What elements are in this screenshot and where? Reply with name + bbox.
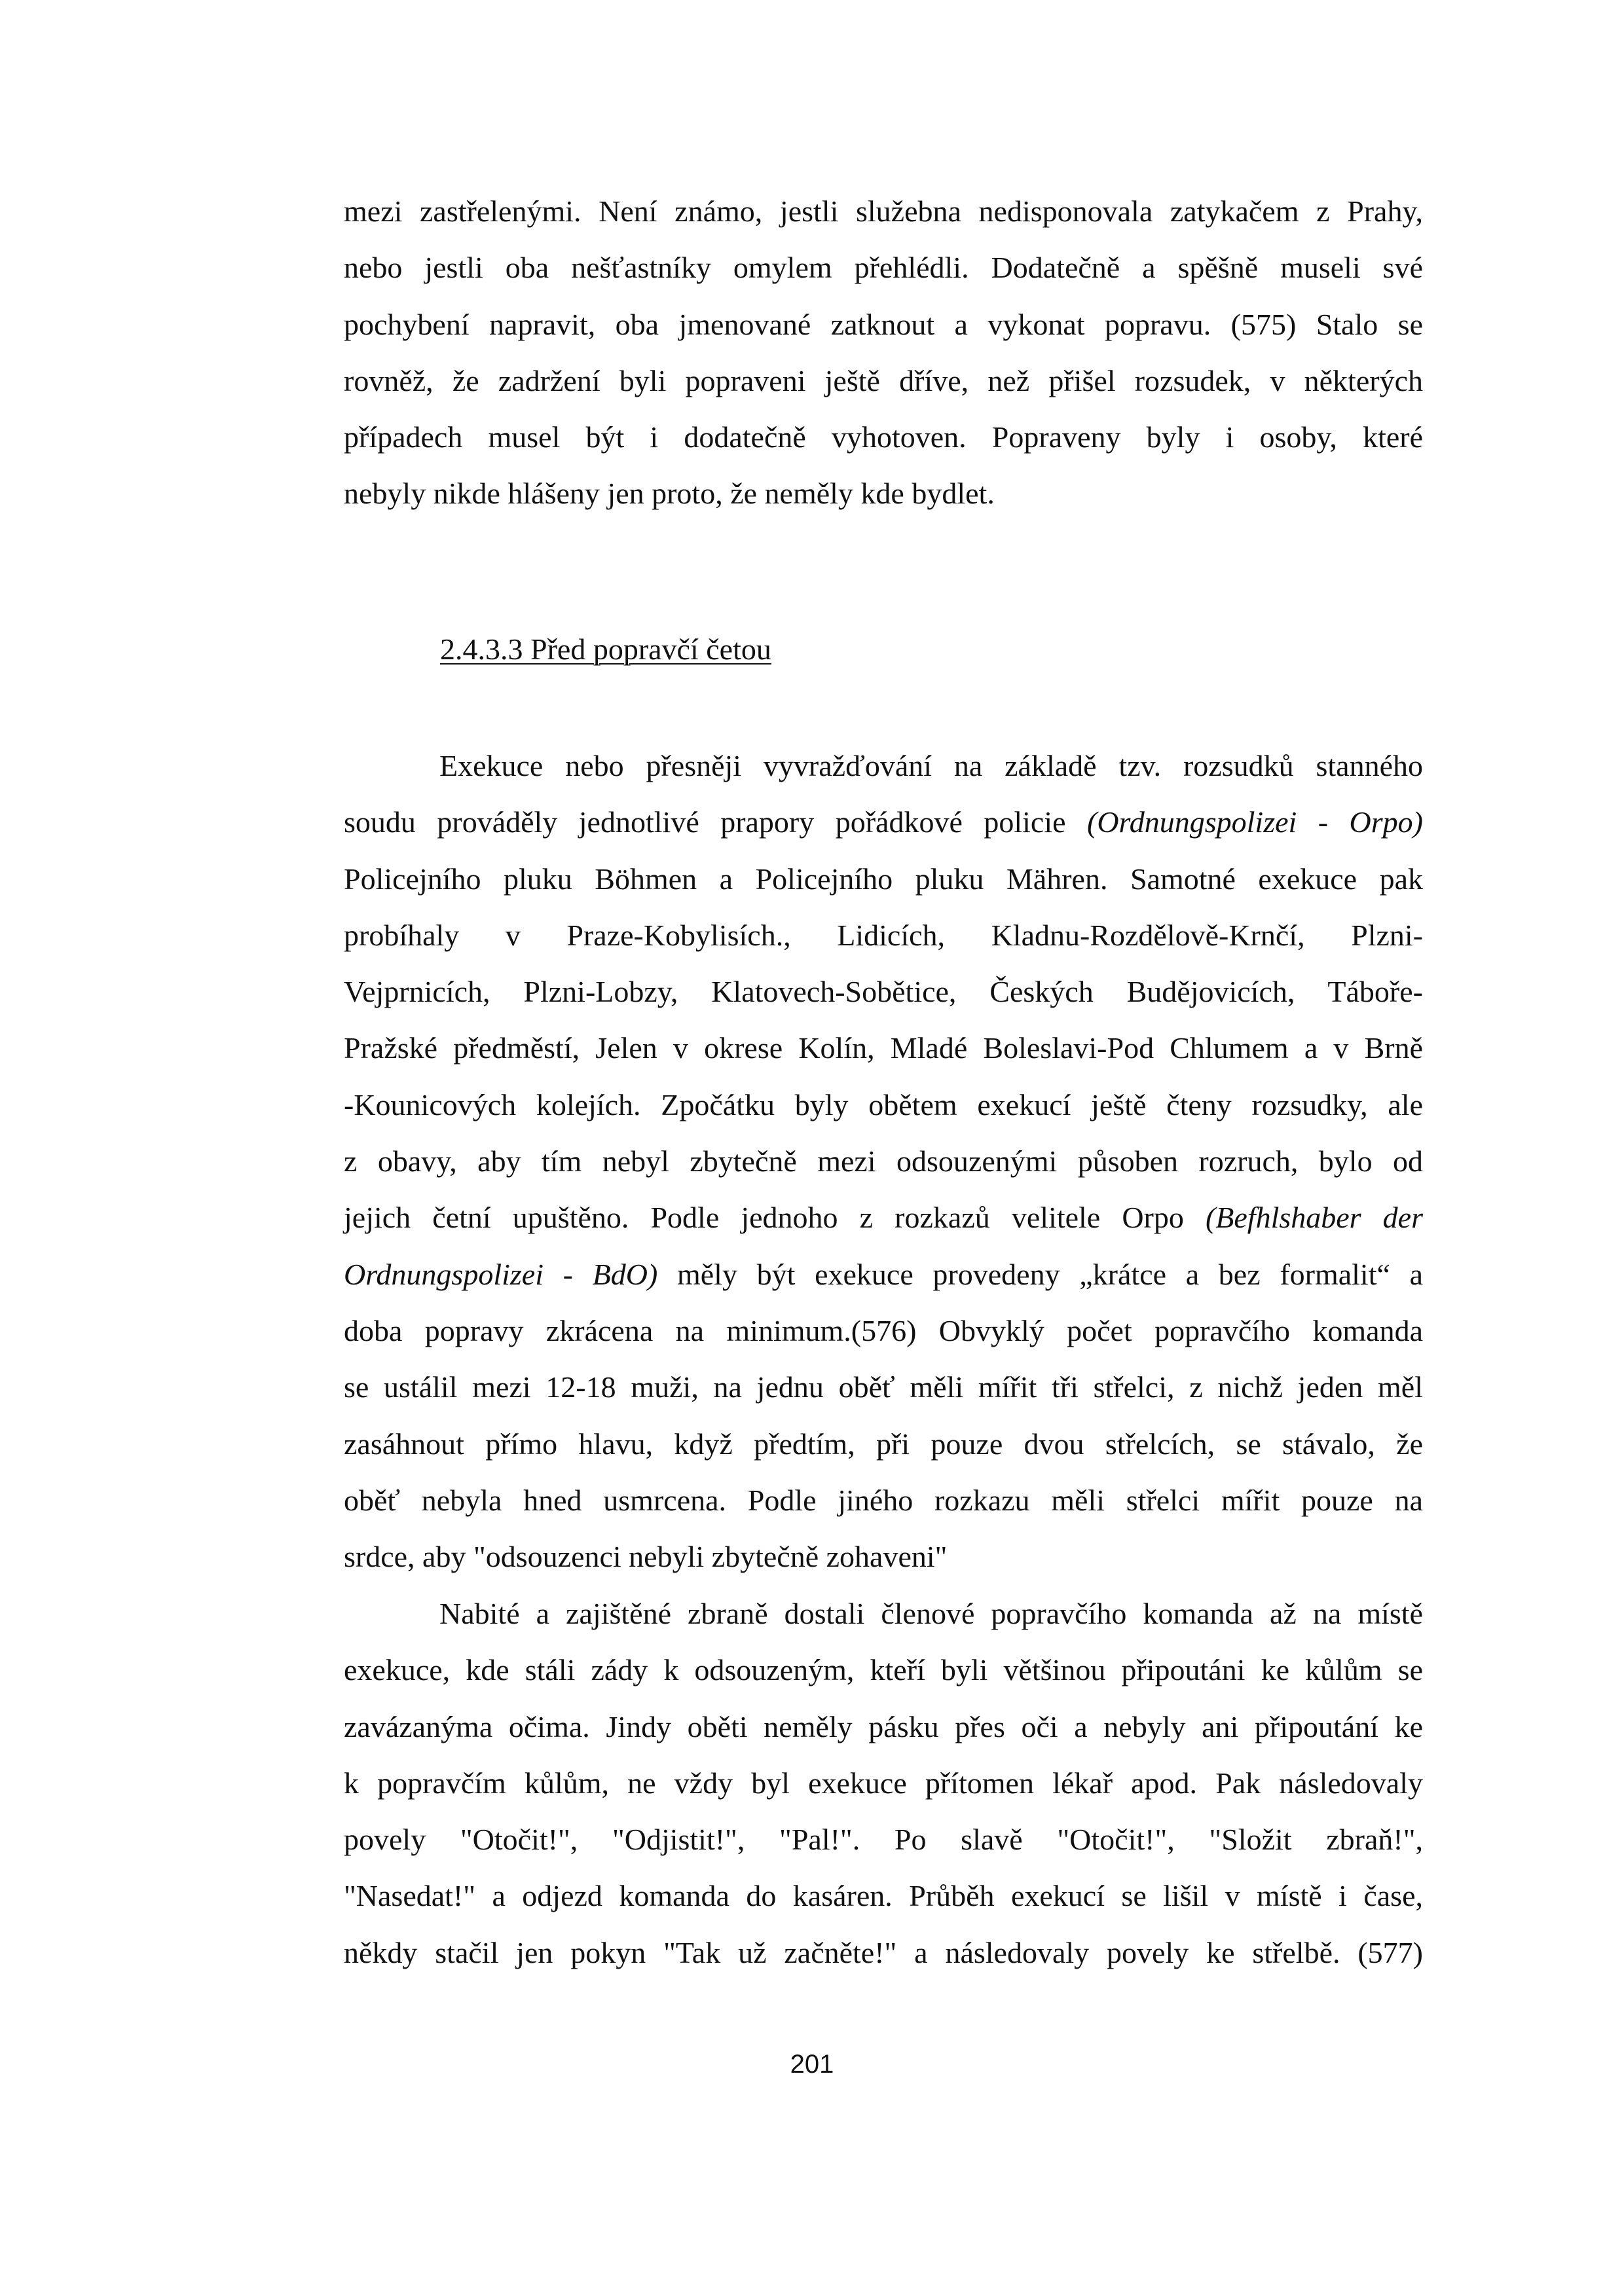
text-line: exekuce, kde stáli zády k odsouzeným, kteří byli většinou připoutáni ke kůlům se xyxy=(344,1653,1423,1687)
text-line-with-italic xyxy=(344,1190,1423,1246)
text-line-segment: měly být exekuce provedeny „krátce a bez formalit“ a xyxy=(657,1257,1423,1291)
text-line: Exekuce nebo přesněji vyvražďování na základě tzv. rozsudků stanného xyxy=(439,749,1423,782)
text-line: se ustálil mezi 12-18 muži, na jednu oběť měli mířit tři střelci, z nichž jeden měl xyxy=(344,1370,1423,1404)
text-line: někdy stačil jen pokyn "Tak už začněte!" a následovaly povely ke střelbě. (577) xyxy=(344,1935,1423,1969)
text-line: povely "Otočit!", "Odjistit!", "Pal!". Po slavě "Otočit!", "Složit zbraň!", xyxy=(344,1823,1423,1857)
paragraph-exekuce xyxy=(344,738,1423,1585)
text-line: Policejního pluku Böhmen a Policejního pluku Mähren. Samotné exekuce pak xyxy=(344,862,1423,896)
text-line: "Nasedat!" a odjezd komanda do kasáren. Průběh exekucí se lišil v místě i čase, xyxy=(344,1879,1423,1913)
italic-term: (Befhlshaber der xyxy=(1205,1201,1424,1235)
text-line: srdce, aby "odsouzenci nebyli zbytečně zohaveni" xyxy=(344,1540,948,1574)
text-line: pochybení napravit, oba jmenované zatknout a vykonat popravu. (575) Stalo se xyxy=(344,307,1423,341)
text-line-with-italic xyxy=(344,1247,1423,1303)
italic-term: (Ordnungspolizei - Orpo) xyxy=(1087,805,1423,839)
text-line-segment: jejich četní upuštěno. Podle jednoho z rozkazů velitele Orpo xyxy=(344,1201,1206,1235)
text-line: zavázanýma očima. Jindy oběti neměly pásku přes oči a nebyly ani připoutání ke xyxy=(344,1709,1423,1743)
paragraph-top xyxy=(344,183,1423,522)
text-line: Nabité a zajištěné zbraně dostali členové popravčího komanda až na místě xyxy=(439,1597,1423,1630)
text-line: zasáhnout přímo hlavu, když předtím, při pouze dvou střelcích, se stávalo, že xyxy=(344,1427,1423,1461)
text-line: probíhaly v Praze-Kobylisích., Lidicích, Kladnu-Rozdělově-Krnčí, Plzni- xyxy=(344,918,1423,952)
text-line: mezi zastřelenými. Není známo, jestli služebna nedisponovala zatykačem z Prahy, xyxy=(344,194,1423,228)
page-number: 201 xyxy=(790,2050,834,2079)
text-line: nebo jestli oba nešťastníky omylem přehlédli. Dodatečně a spěšně museli své xyxy=(344,251,1423,285)
text-line: nebyly nikde hlášeny jen proto, že neměly kde bydlet. xyxy=(344,477,995,511)
text-line-with-italic xyxy=(344,794,1423,850)
italic-term: Ordnungspolizei - BdO) xyxy=(344,1257,658,1291)
text-line: -Kounicových kolejích. Zpočátku byly obětem exekucí ještě čteny rozsudky, ale xyxy=(344,1087,1423,1121)
text-line: Vejprnicích, Plzni-Lobzy, Klatovech-Sobětice, Českých Budějovicích, Táboře- xyxy=(344,975,1423,1009)
text-line: Pražské předměstí, Jelen v okrese Kolín, Mladé Boleslavi-Pod Chlumem a v Brně xyxy=(344,1031,1423,1065)
subsection-heading: 2.4.3.3 Před popravčí četou xyxy=(440,632,771,666)
text-line: rovněž, že zadržení byli popraveni ještě dříve, než přišel rozsudek, v některých xyxy=(344,363,1423,397)
paragraph-nabite xyxy=(344,1586,1423,1981)
text-line: oběť nebyla hned usmrcena. Podle jiného rozkazu měli střelci mířit pouze na xyxy=(344,1483,1423,1517)
text-line: z obavy, aby tím nebyl zbytečně mezi odsouzenými působen rozruch, bylo od xyxy=(344,1144,1423,1178)
text-line: doba popravy zkrácena na minimum.(576) Obvyklý počet popravčího komanda xyxy=(344,1313,1423,1347)
text-line: případech musel být i dodatečně vyhotoven. Popraveny byly i osoby, které xyxy=(344,420,1423,454)
text-line: k popravčím kůlům, ne vždy byl exekuce přítomen lékař apod. Pak následovaly xyxy=(344,1766,1423,1800)
text-line-segment: soudu prováděly jednotlivé prapory pořádkové policie xyxy=(344,805,1087,839)
